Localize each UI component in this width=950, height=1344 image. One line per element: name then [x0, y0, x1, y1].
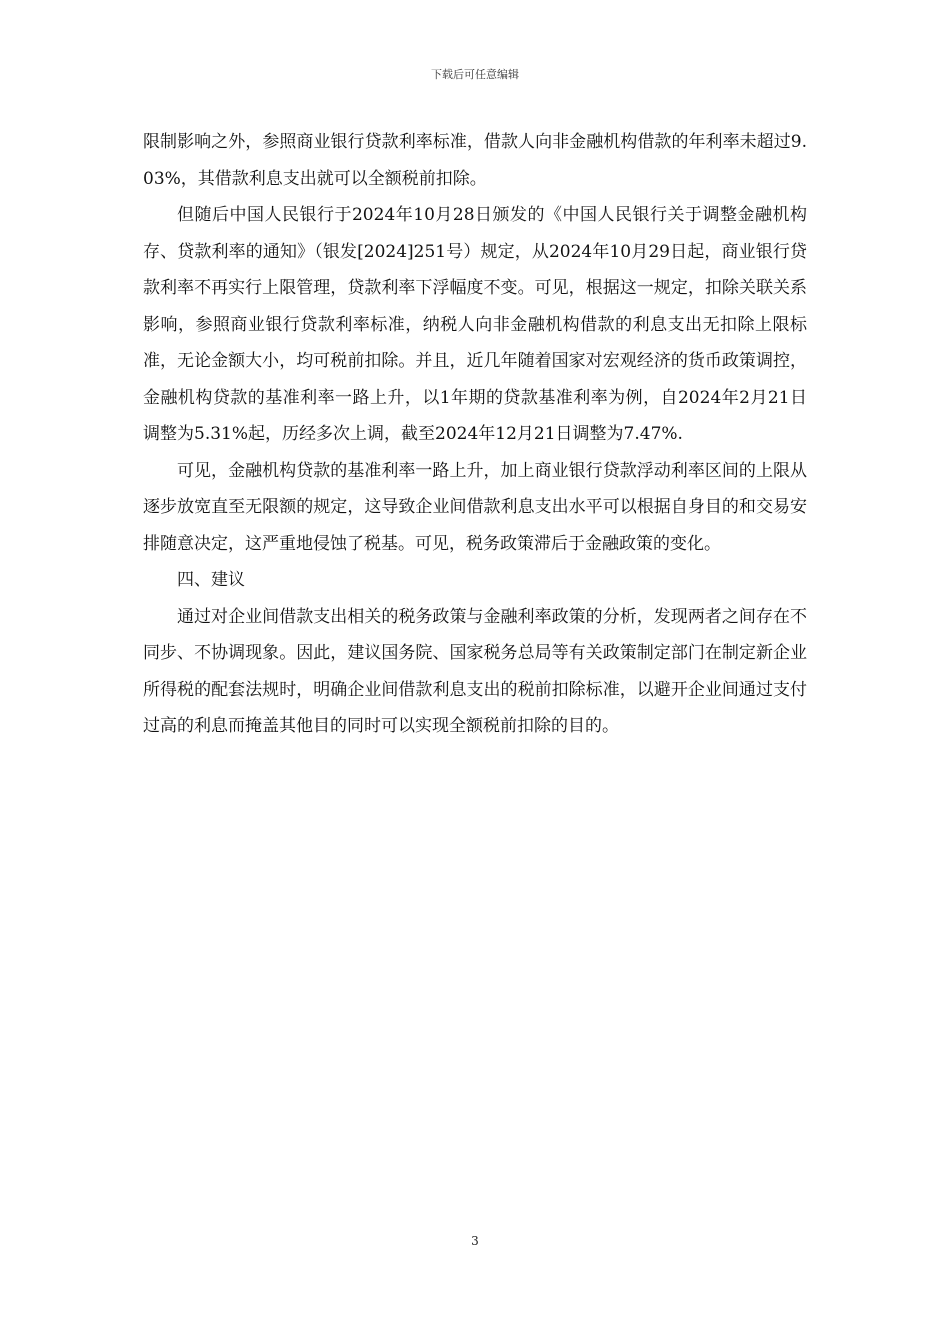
paragraph-continuation: 限制影响之外，参照商业银行贷款利率标准，借款人向非金融机构借款的年利率未超过9.03%，其借款利息支出就可以全额税前扣除。	[143, 132, 807, 189]
paragraph-interest-rate-notice: 但随后中国人民银行于2024年10月28日颁发的《中国人民银行关于调整金融机构存、贷款利率的通知》（银发[2024]251号）规定，从2024年10月29日起，商业银行贷款利率不再实行上限管理，贷款利率下浮幅度不变。可见，根据这一规定，扣除关联关系影响，参照商业银行贷款利率标准，纳税人向非金融机构借款的利息支出无扣除上限标准，无论金额大小，均可税前扣除。并且，近几年随着国家对宏观经济的货币政策调控，金融机构贷款的基准利率一路上升，以1年期的贷款基准利率为例，自2024年2月21日调整为5.31%起，历经多次上调，截至2024年12月21日调整为7.47%.	[143, 205, 807, 444]
page-header: 下载后可任意编辑	[431, 68, 519, 81]
section-heading-suggestions: 四、建议	[177, 570, 245, 590]
paragraph-tax-base-erosion: 可见，金融机构贷款的基准利率一路上升，加上商业银行贷款浮动利率区间的上限从逐步放宽直至无限额的规定，这导致企业间借款利息支出水平可以根据自身目的和交易安排随意决定，这严重地侵蚀了税基。可见，税务政策滞后于金融政策的变化。	[143, 460, 807, 554]
page-number: 3	[471, 1234, 479, 1248]
document-body	[143, 124, 807, 745]
paragraph-suggestions: 通过对企业间借款支出相关的税务政策与金融利率政策的分析，发现两者之间存在不同步、不协调现象。因此，建议国务院、国家税务总局等有关政策制定部门在制定新企业所得税的配套法规时，明确企业间借款利息支出的税前扣除标准，以避开企业间通过支付过高的利息而掩盖其他目的同时可以实现全额税前扣除的目的。	[143, 606, 807, 736]
